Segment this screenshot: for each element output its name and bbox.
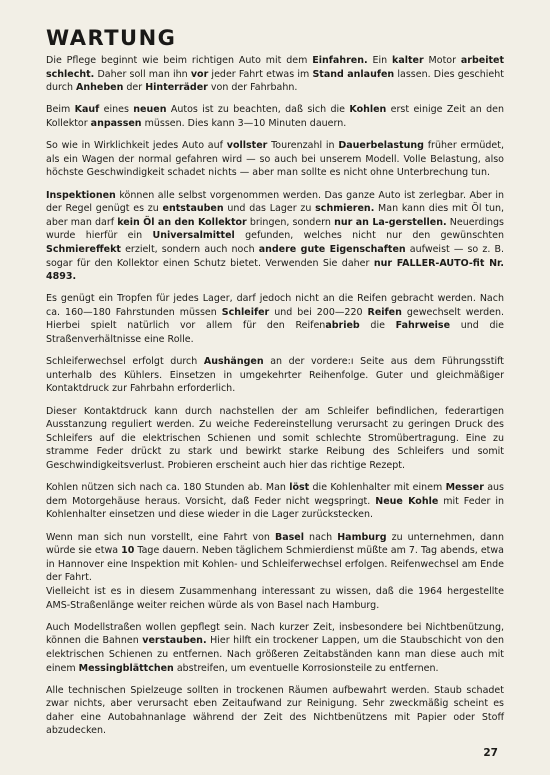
paragraph (46, 355, 504, 396)
bold-text: Schmiereffekt (46, 243, 121, 255)
bold-text: Hinterräder (145, 82, 208, 94)
text-run: gewechselt werden. Hierbei spielt natürlich vor allem für den Reifen (46, 306, 505, 332)
text-run: Ein (367, 55, 393, 66)
bold-text: Kauf (74, 104, 100, 116)
bold-text: Dauerbelastung (338, 140, 424, 152)
text-run: Tourenzahl in (267, 140, 339, 152)
text-run: Beim (46, 104, 75, 116)
bold-text: Reifen (367, 306, 402, 318)
bold-text: verstauben. (142, 635, 207, 647)
bold-text: Anheben (76, 82, 124, 94)
text-run: Wenn man sich nun vorstellt, eine Fahrt von (46, 531, 275, 543)
document-body (46, 54, 504, 738)
bold-text: löst (289, 482, 310, 494)
bold-text: Inspektionen (46, 189, 116, 201)
bold-text: Basel (274, 531, 304, 543)
paragraph (46, 621, 504, 675)
text-run: Alle technischen Spielzeuge sollten in trockenen Räumen aufbewahrt werden. Staub schadet zwar nichts, aber verursacht eben Zeitaufwand zur Reinigung. Sehr zweckmäßig scheint es daher eine Autobahnanlage während der Zeit des Nichtbenützens mit Papier oder Stoff abzudecken. (46, 684, 504, 737)
text-run: und das Lager zu (223, 203, 316, 215)
bold-text: kein Öl an den Kollektor (117, 216, 247, 228)
text-run: Autos ist zu beachten, daß sich die (166, 104, 350, 116)
bold-text: entstauben (162, 203, 224, 215)
text-run: lassen. Dies geschieht durch (46, 68, 504, 94)
text-run: gefunden, welches nicht nur den gewünschten (234, 230, 504, 242)
bold-text: 10 (121, 545, 135, 557)
text-run: Daher soll man ihn (94, 68, 191, 80)
text-run: aufweist — so z. B. sogar für den Kollektor einen Schutz bietet. Verwenden Sie daher (46, 243, 504, 269)
text-run: eines (99, 104, 134, 116)
text-run: Hier hilft ein trockener Lappen, um die Staubschicht von den elektrischen Schienen zu entfernen. Nach größeren Zeitabständen kann man diese auch mit einem (46, 635, 505, 674)
text-run: können alle selbst vorgenommen werden. Das ganze Auto ist zerlegbar. Aber in der Regel genügt es zu (46, 189, 504, 215)
text-run: aus dem Motorgehäuse heraus. Vorsicht, daß Feder nicht wegspringt. (46, 482, 505, 507)
text-run: Tage dauern. Neben täglichem Schmierdienst müßte am 7. Tag abends, etwa in Hannover eine Inspektion mit Kohlen- und Schleiferwechsel erfolgen. Reifenwechsel am Ende der Fahrt. (46, 545, 505, 584)
text-run: und bei 200—220 (269, 306, 368, 318)
bold-text: nur FALLER-AUTO-fit Nr. 4893. (46, 257, 504, 283)
text-run: Neuerdings wurde hierfür ein (46, 216, 504, 242)
paragraph (46, 684, 504, 738)
bold-text: Neue Kohle (375, 495, 439, 507)
bold-text: arbeitet schlecht. (46, 55, 505, 80)
text-run: der (123, 82, 146, 94)
paragraph (46, 139, 504, 180)
text-run: an der vordere:ı Seite aus dem Führungsstift unterhalb des Kühlers. Einsetzen in umgekehrter Reihenfolge. Guter und gleichmäßiger Kontaktdruck zur Fahrbahn erforderlich. (46, 356, 505, 395)
text-run: früher ermüdet, als ein Wagen der normal gefahren wird — so auch bei unserem Modell. Volle Belastung, also höchste Geschwindigkeit schadet nichts — aber man sollte es nicht ohne Unterbrechung tun. (46, 140, 504, 179)
bold-text: Kohlen (349, 104, 387, 116)
bold-text: anpassen (90, 117, 142, 129)
paragraph (46, 292, 504, 346)
paragraph (46, 481, 504, 522)
text-run: Kohlen nützen sich nach ca. 180 Stunden ab. Man (46, 482, 290, 494)
text-run: Auch Modellstraßen wollen gepflegt sein. Nach kurzer Zeit, insbesondere bei Nichtbenützung, können die Bahnen (46, 621, 504, 647)
bold-text: vor (190, 68, 209, 80)
text-run: Die Pflege beginnt wie beim richtigen Auto mit dem (46, 55, 313, 66)
bold-text: Fahrweise (395, 320, 451, 332)
text-run: Motor (423, 55, 461, 66)
bold-text: Stand anlaufen (312, 68, 395, 80)
text-run: Man kann dies mit Öl tun, aber man darf (46, 203, 505, 228)
text-run: müssen. Dies kann 3—10 Minuten dauern. (141, 117, 347, 129)
paragraph (46, 405, 504, 473)
text-run: nach (303, 531, 338, 543)
text-run: die (359, 320, 396, 332)
bold-text: vollster (226, 140, 268, 152)
bold-text: Einfahren. (312, 55, 368, 66)
text-run: Schleiferwechsel erfolgt durch (46, 356, 204, 368)
text-run: jeder Fahrt etwas im (208, 68, 313, 80)
text-run: So wie in Wirklichkeit jedes Auto auf (46, 140, 227, 152)
bold-text: schmieren. (315, 203, 375, 215)
page-title: WARTUNG (46, 26, 177, 50)
text-run: Es genügt ein Tropfen für jedes Lager, darf jedoch nicht an die Reifen gebracht werden. Nach ca. 160—180 Fahrstunden müssen (46, 293, 504, 318)
bold-text: Messer (445, 482, 484, 494)
paragraph (46, 189, 504, 284)
text-run: Dieser Kontaktdruck kann durch nachstellen der am Schleifer befindlichen, federartigen Ausstanzung reguliert werden. Zu weiche Federeinstellung verursacht zu geringen Druck des Schleifers auf die elektrischen Schienen und somit schlechte Stromübertragung. Eine zu stramme Feder drückt zu stark und bewirkt starke Reibung des Schleifers und somit Geschwindigkeitsverlust. Probieren erscheint auch hier das richtige Rezept. (46, 405, 504, 471)
bold-text: Aushängen (203, 356, 264, 368)
bold-text: kalter (392, 55, 424, 66)
bold-text: neuen (133, 104, 167, 116)
page-number: 27 (483, 747, 498, 759)
text-run: von der Fahrbahn. (207, 82, 298, 94)
bold-text: nur an La-gerstellen. (334, 216, 447, 228)
paragraph (46, 103, 504, 130)
text-run: Vielleicht ist es in diesem Zusammenhang interessant zu wissen, daß die 1964 hergestellte AMS-Straßenlänge weiter reichen würde als von Basel nach Hamburg. (46, 585, 504, 611)
text-run: und die Straßenverhältnisse eine Rolle. (46, 320, 504, 346)
paragraph (46, 54, 504, 95)
bold-text: Hamburg (337, 531, 387, 543)
text-run: mit Feder in Kohlenhalter einsetzen und diese wieder in die Lager zurückstecken. (46, 495, 504, 521)
paragraph (46, 531, 504, 613)
bold-text: Schleifer (221, 306, 270, 318)
text-run: erst einige Zeit an den Kollektor (46, 104, 504, 129)
text-run: zu unternehmen, dann würde sie etwa (46, 531, 504, 557)
bold-text: Universalmittel (152, 230, 235, 242)
bold-text: Messingblättchen (78, 662, 174, 674)
text-run: erzielt, sondern auch noch (120, 243, 259, 255)
text-run: abstreifen, um eventuelle Korrosionsteile zu entfernen. (173, 662, 439, 674)
text-run: die Kohlenhalter mit einem (309, 482, 446, 494)
bold-text: andere gute Eigenschaften (258, 243, 406, 255)
bold-text: abrieb (325, 320, 360, 332)
text-run: bringen, sondern (246, 216, 335, 228)
